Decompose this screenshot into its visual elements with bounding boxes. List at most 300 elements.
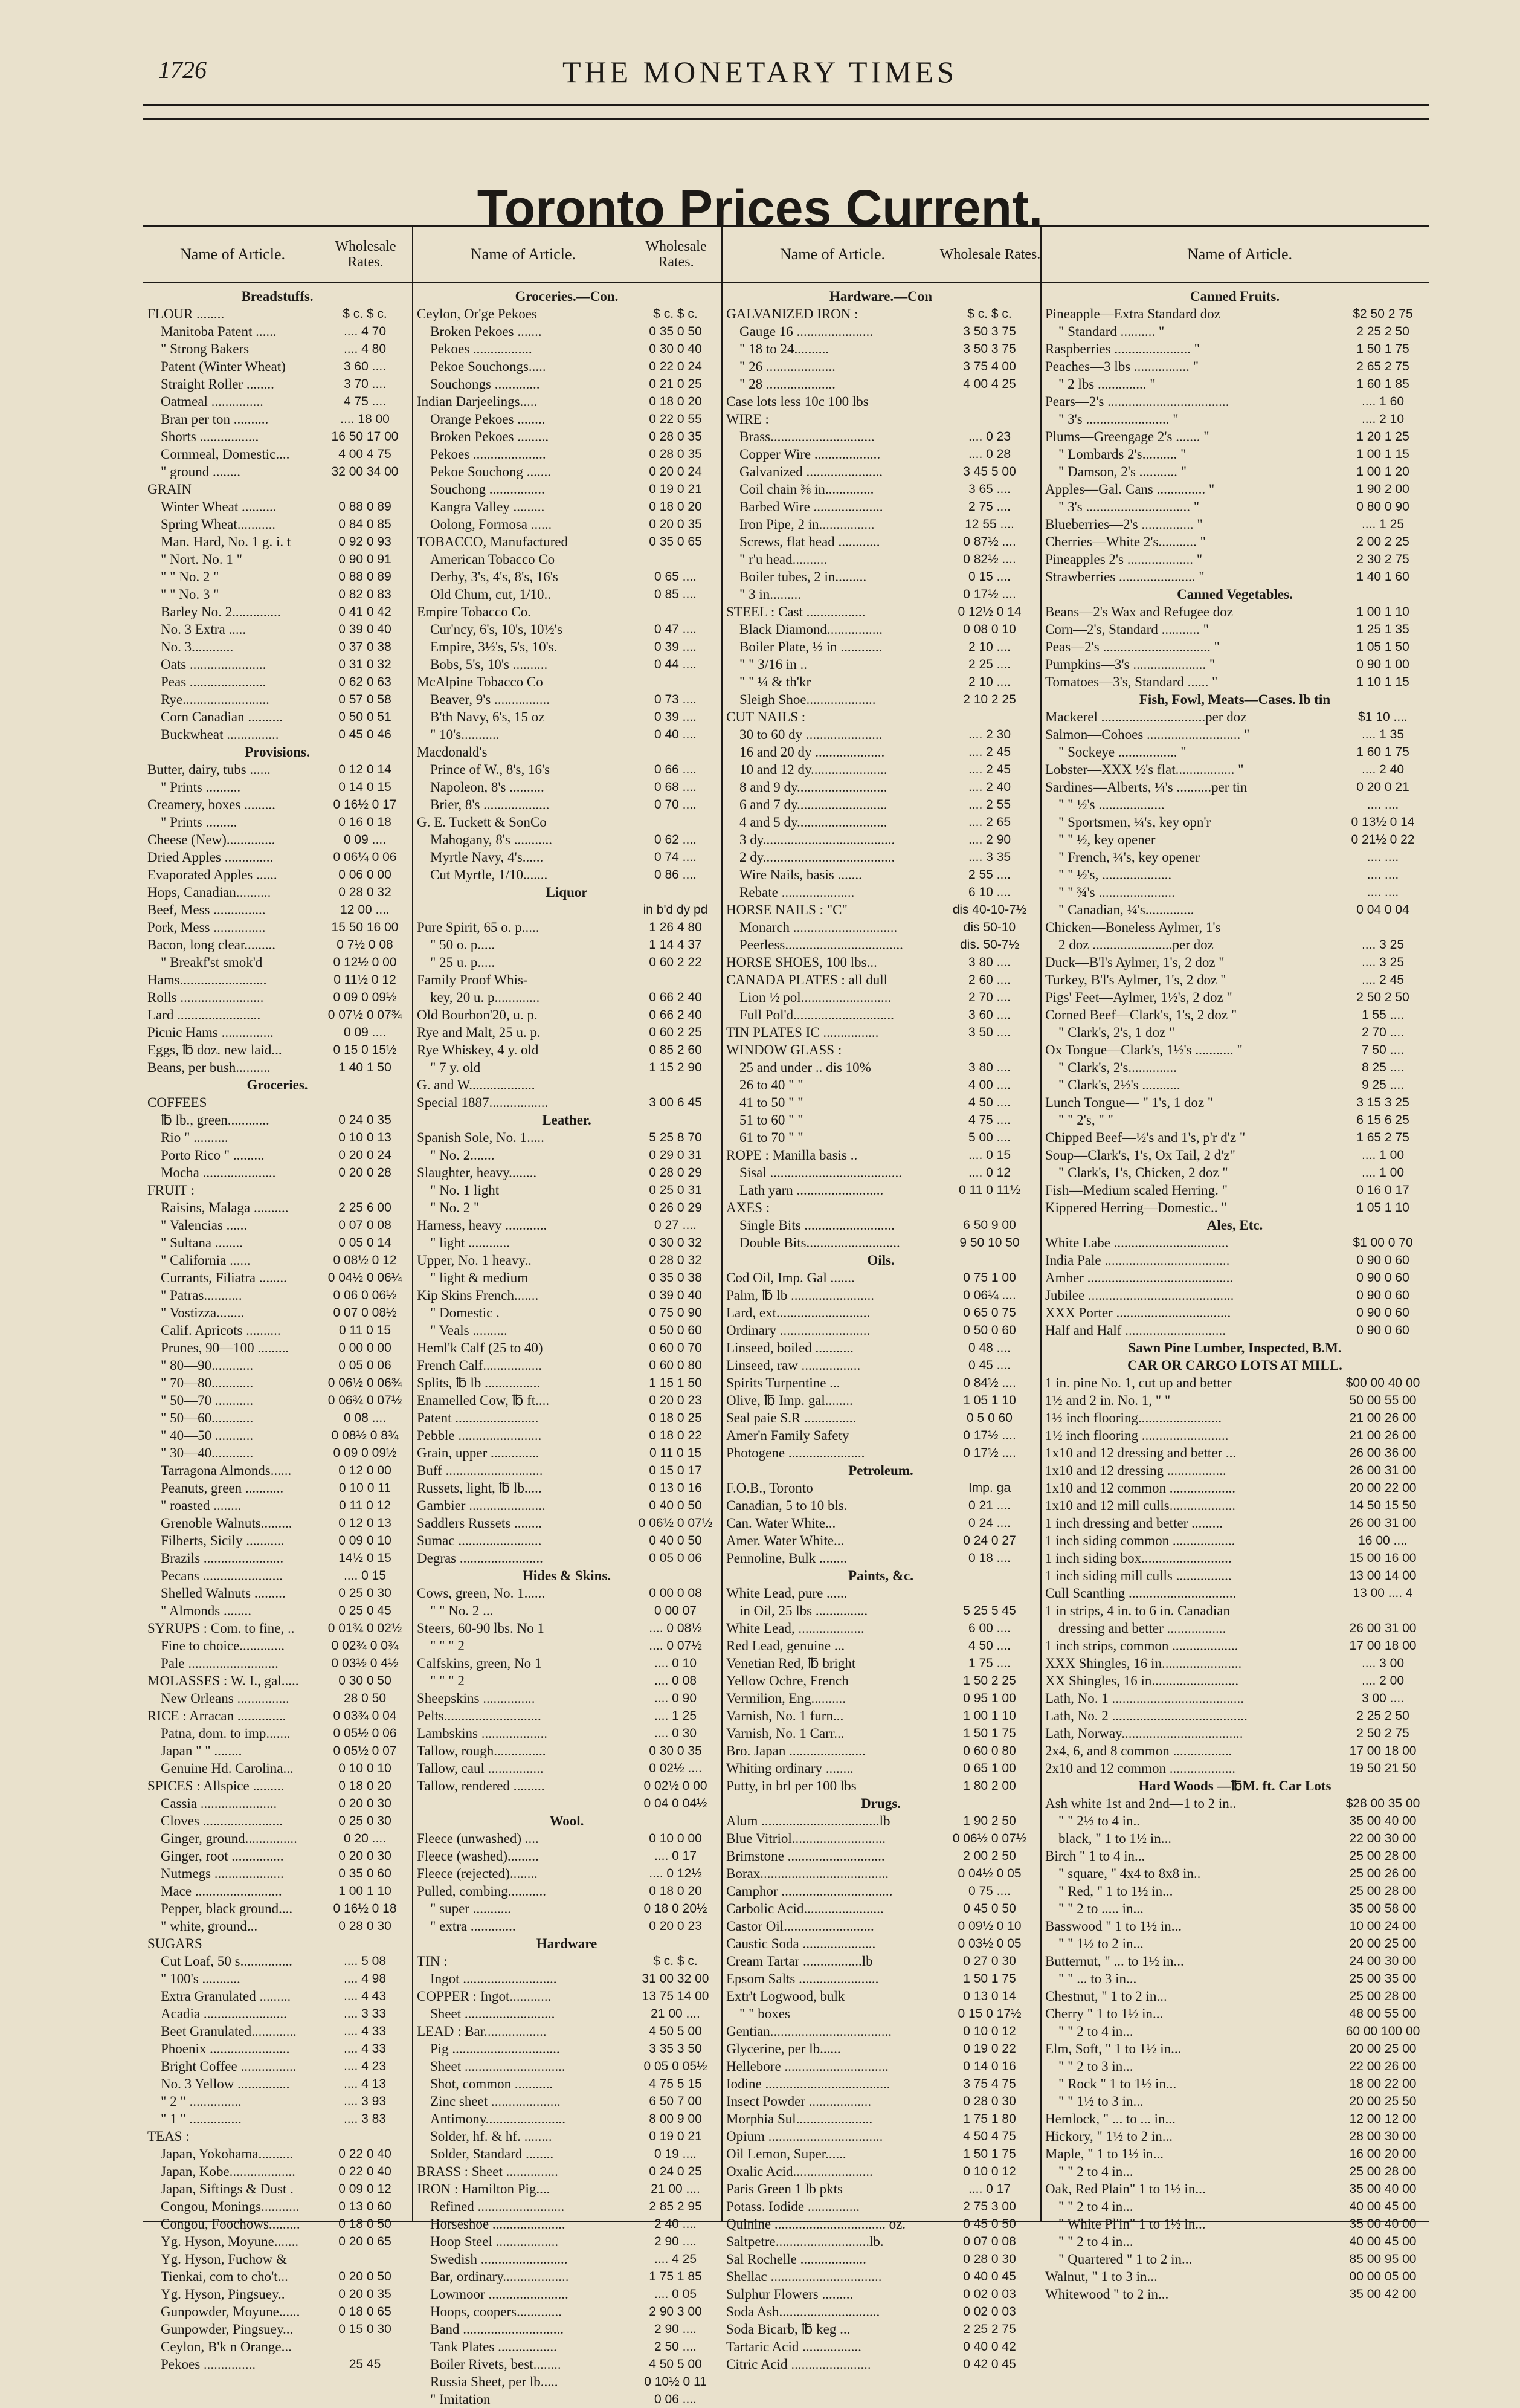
article-name: Patent ........................ <box>417 1410 539 1425</box>
table-row <box>412 2285 721 2303</box>
article-name: Spring Wheat........... <box>161 517 275 532</box>
wholesale-rate: in b'd dy pd <box>643 903 708 917</box>
wholesale-rate: 0 65 .... <box>654 570 697 584</box>
article-name: Chicken—Boneless Aylmer, 1's <box>1045 920 1221 935</box>
wholesale-rate: .... 4 23 <box>343 2059 387 2073</box>
table-row <box>721 1532 1040 1549</box>
article-name: India Pale .................................... <box>1045 1253 1230 1268</box>
wholesale-rate: 0 11 0 15 <box>649 1446 702 1460</box>
wholesale-rate: 0 20 0 35 <box>649 517 702 531</box>
article-name: Empire Tobacco Co. <box>417 604 531 619</box>
table-row <box>1040 2128 1429 2145</box>
article-name: TIN : <box>417 1954 448 1969</box>
column-header-name: Name of Article. <box>1187 245 1292 263</box>
table-row <box>412 1865 721 1882</box>
wholesale-rate: .... 4 25 <box>654 2252 697 2266</box>
article-name: Patent (Winter Wheat) <box>161 359 286 374</box>
article-name: " 18 to 24.......... <box>739 341 829 357</box>
article-name: Brass.............................. <box>739 429 875 444</box>
wholesale-rate: 13 75 14 00 <box>642 1989 709 2003</box>
article-name: Acadia ........................ <box>161 2006 287 2021</box>
table-row <box>143 1444 412 1462</box>
table-row <box>412 2163 721 2180</box>
article-name: Family Proof Whis- <box>417 972 528 987</box>
article-name: Camphor ................................ <box>726 1883 893 1899</box>
wholesale-rate: 21 00 26 00 <box>1349 1411 1417 1425</box>
table-row <box>721 515 1040 533</box>
table-row <box>412 1690 721 1707</box>
article-name: Japan, Siftings & Dust . <box>161 2181 294 2197</box>
wholesale-rate: .... 2 90 <box>968 833 1011 847</box>
wholesale-rate: 0 95 1 00 <box>963 1691 1016 1705</box>
article-name: Rolls ........................ <box>147 990 264 1005</box>
wholesale-rate: 0 60 0 80 <box>649 1358 702 1372</box>
wholesale-rate: 20 00 22 00 <box>1349 1481 1417 1495</box>
table-row <box>412 1129 721 1146</box>
article-name: " Clark's, 2's.............. <box>1058 1060 1177 1075</box>
article-name: No. 3 Extra ..... <box>161 622 246 637</box>
wholesale-rate: 3 15 3 25 <box>1356 1096 1409 1109</box>
article-name: Zinc sheet .................... <box>430 2094 561 2109</box>
wholesale-rate: 0 05 0 14 <box>338 1236 391 1250</box>
wholesale-rate: 0 60 2 22 <box>649 955 702 969</box>
table-row <box>412 2145 721 2163</box>
wholesale-rate: 0 05 0 06 <box>338 1358 391 1372</box>
wholesale-rate <box>630 1076 721 1094</box>
table-row <box>721 480 1040 498</box>
table-row <box>1040 1392 1429 1409</box>
price-column-1 <box>143 227 413 2372</box>
table-row <box>1040 393 1429 410</box>
wholesale-rate: $1 10 .... <box>1358 710 1408 724</box>
table-row <box>721 1286 1040 1304</box>
table-row <box>721 305 1040 323</box>
wholesale-rate: .... 3 83 <box>343 2112 387 2126</box>
article-name: Hoops, coopers............. <box>430 2304 562 2319</box>
table-row <box>721 550 1040 568</box>
wholesale-rate: .... 0 28 <box>968 447 1011 461</box>
article-name: Calif. Apricots .......... <box>161 1323 281 1338</box>
table-row <box>412 1181 721 1199</box>
article-name: AXES : <box>726 1200 770 1215</box>
table-row <box>1040 2075 1429 2093</box>
table-row <box>412 1462 721 1479</box>
wholesale-rate: .... 2 30 <box>968 728 1011 741</box>
article-name: Gunpowder, Pingsuey... <box>161 2322 294 2337</box>
article-name: Raspberries ...................... " <box>1045 341 1200 357</box>
wholesale-rate: 0 20 0 24 <box>649 465 702 479</box>
table-row <box>1040 358 1429 375</box>
table-row <box>721 813 1040 831</box>
article-name: Boiler Rivets, best........ <box>430 2357 561 2372</box>
wholesale-rate: $ c. $ c. <box>653 307 698 321</box>
article-name: Rye Whiskey, 4 y. old <box>417 1042 539 1057</box>
article-name: BRASS : Sheet ............... <box>417 2164 558 2179</box>
article-name: Maple, " 1 to 1½ in... <box>1045 2146 1164 2161</box>
wholesale-rate: 0 11 0 15 <box>338 1323 391 1337</box>
wholesale-rate: 2 40 .... <box>654 2217 697 2231</box>
article-name: Soda Ash............................. <box>726 2304 880 2319</box>
article-name: Straight Roller ........ <box>161 376 274 392</box>
article-name: " Domestic . <box>430 1305 500 1320</box>
table-row <box>412 2005 721 2022</box>
wholesale-rate: 1 75 1 85 <box>649 2270 702 2284</box>
wholesale-rate: 0 19 0 21 <box>649 482 702 496</box>
table-row <box>1040 428 1429 445</box>
article-name: Sleigh Shoe.................... <box>739 692 876 707</box>
table-row <box>721 2093 1040 2110</box>
wholesale-rate: 14½ 0 15 <box>338 1551 391 1565</box>
table-row <box>1040 1444 1429 1462</box>
wholesale-rate: 1 05 1 10 <box>963 1393 1016 1407</box>
table-row <box>412 445 721 463</box>
table-row <box>412 1339 721 1357</box>
article-name: MOLASSES : W. I., gal..... <box>147 1673 299 1688</box>
article-name: " Rock " 1 to 1½ in... <box>1058 2076 1177 2091</box>
article-name: Yg. Hyson, Pingsuey.. <box>161 2287 285 2302</box>
article-name: Shorts ................. <box>161 429 259 444</box>
wholesale-rate: 1 00 1 20 <box>1356 465 1409 479</box>
article-name: " " 2 to 4 in... <box>1058 2234 1133 2249</box>
table-row <box>143 918 412 936</box>
table-row <box>721 656 1040 673</box>
wholesale-rate: .... 2 40 <box>968 780 1011 794</box>
wholesale-rate: 0 28 0 30 <box>338 1919 391 1933</box>
section-heading <box>412 1935 721 1952</box>
table-row <box>412 1795 721 1812</box>
wholesale-rate: .... 0 17 <box>968 2182 1011 2196</box>
article-name: " Nort. No. 1 " <box>161 552 243 567</box>
table-row <box>1040 1584 1429 1602</box>
wholesale-rate: 0 21 0 25 <box>649 377 702 391</box>
article-name: Amer. Water White... <box>726 1533 845 1548</box>
table-row <box>721 2338 1040 2355</box>
table-row <box>1040 918 1429 936</box>
wholesale-rate: .... 4 13 <box>343 2077 387 2091</box>
wholesale-rate: 20 00 25 00 <box>1349 2042 1417 2056</box>
wholesale-rate: 0 22 0 40 <box>338 2147 391 2161</box>
wholesale-rate <box>318 2128 412 2145</box>
table-row <box>721 568 1040 586</box>
article-name: Chipped Beef—½'s and 1's, p'r d'z " <box>1045 1130 1246 1145</box>
article-name: Hellebore .............................. <box>726 2059 889 2074</box>
article-name: Ginger, ground............... <box>161 1831 297 1846</box>
article-name: Congou, Foochows......... <box>161 2216 300 2232</box>
article-name: COFFEES <box>147 1095 207 1110</box>
wholesale-rate: 0 25 0 30 <box>338 1586 391 1600</box>
article-name: Yg. Hyson, Moyune....... <box>161 2234 299 2249</box>
table-row <box>143 638 412 656</box>
table-row <box>1040 1532 1429 1549</box>
wholesale-rate: 1 50 1 75 <box>963 1726 1016 1740</box>
article-name: Groceries.—Con. <box>515 289 619 304</box>
article-name: Pekoes ..................... <box>430 447 546 462</box>
wholesale-rate: 26 00 31 00 <box>1349 1464 1417 1477</box>
wholesale-rate: 4 75 .... <box>968 1113 1011 1127</box>
wholesale-rate: 25 00 35 00 <box>1349 1972 1417 1986</box>
article-name: " Lombards 2's.......... " <box>1058 447 1187 462</box>
article-name: Hard Woods —℔M. ft. Car Lots <box>1138 1778 1332 1793</box>
table-row <box>412 1286 721 1304</box>
wholesale-rate: 0 50 0 60 <box>649 1323 702 1337</box>
table-row <box>1040 1111 1429 1129</box>
wholesale-rate: 0 09 0 09½ <box>333 1446 397 1460</box>
article-name: Mahogany, 8's ........... <box>430 832 552 847</box>
article-name: Jubilee .......................................... <box>1045 1288 1234 1303</box>
table-row <box>412 1830 721 1847</box>
table-row <box>412 866 721 883</box>
article-name: Bro. Japan ...................... <box>726 1743 866 1758</box>
table-row <box>143 1619 412 1637</box>
table-row <box>721 2040 1040 2058</box>
article-name: Oatmeal ............... <box>161 394 263 409</box>
wholesale-rate: 1 00 1 10 <box>963 1709 1016 1723</box>
table-row <box>721 638 1040 656</box>
wholesale-rate: .... 0 12½ <box>649 1867 702 1880</box>
table-row <box>721 410 1040 428</box>
wholesale-rate: 0 15 0 15½ <box>333 1043 397 1057</box>
table-row <box>721 1409 1040 1427</box>
wholesale-rate <box>318 1935 412 1952</box>
article-name: Beans, per bush.......... <box>147 1060 271 1075</box>
article-name: Quinine ................................ oz. <box>726 2216 906 2232</box>
article-name: Pigs' Feet—Aylmer, 1½'s, 2 doz " <box>1045 990 1232 1005</box>
wholesale-rate: dis. 50-7½ <box>959 938 1020 952</box>
table-row <box>721 2022 1040 2040</box>
table-row <box>721 1304 1040 1322</box>
wholesale-rate: 0 11 0 12 <box>338 1499 391 1512</box>
article-name: Ceylon, Or'ge Pekoes <box>417 306 537 321</box>
table-row <box>721 989 1040 1006</box>
section-heading <box>412 288 721 305</box>
wholesale-rate: 15 00 16 00 <box>1349 1551 1417 1565</box>
table-row <box>143 1847 412 1865</box>
table-row <box>412 726 721 743</box>
article-name: 1½ and 2 in. No. 1, " " <box>1045 1393 1171 1408</box>
wholesale-rate: 0 12½ 0 00 <box>333 955 397 969</box>
table-row <box>721 1111 1040 1129</box>
article-name: Half and Half ............................. <box>1045 1323 1226 1338</box>
wholesale-rate: .... 2 10 <box>1361 412 1405 426</box>
wholesale-rate: 0 13½ 0 14 <box>1351 815 1415 829</box>
wholesale-rate: 7 50 .... <box>1361 1043 1405 1057</box>
wholesale-rate: 0 90 1 00 <box>1356 657 1409 671</box>
wholesale-rate: 3 35 3 50 <box>649 2042 702 2056</box>
article-name: HORSE NAILS : "C" <box>726 902 848 917</box>
article-name: Photogene ...................... <box>726 1445 865 1461</box>
table-row <box>143 533 412 550</box>
article-name: " Breakf'st smok'd <box>161 955 263 970</box>
article-name: Brier, 8's ................... <box>430 797 550 812</box>
table-row <box>412 1532 721 1549</box>
wholesale-rate: 0 15 0 17 <box>649 1464 702 1477</box>
wholesale-rate: 0 20 0 65 <box>338 2235 391 2248</box>
wholesale-rate: 0 08 0 10 <box>963 622 1016 636</box>
article-name: Band ............................. <box>430 2322 564 2337</box>
wholesale-rate: 0 37 0 38 <box>338 640 391 654</box>
table-row <box>143 1111 412 1129</box>
article-name: Broken Pekoes ....... <box>430 324 542 339</box>
article-name: SPICES : Allspice ......... <box>147 1778 285 1793</box>
wholesale-rate: 40 00 45 00 <box>1349 2235 1417 2248</box>
article-name: Carbolic Acid....................... <box>726 1901 884 1916</box>
wholesale-rate: 0 90 0 60 <box>1356 1271 1409 1285</box>
wholesale-rate: 0 20 0 50 <box>338 2270 391 2284</box>
article-name: Cows, green, No. 1...... <box>417 1586 546 1601</box>
wholesale-rate <box>939 1199 1040 1216</box>
wholesale-rate: 5 25 5 45 <box>963 1604 1016 1618</box>
wholesale-rate: 12 55 .... <box>965 517 1014 531</box>
table-row <box>143 375 412 393</box>
article-name: Sheepskins ............... <box>417 1691 535 1706</box>
table-row <box>412 2198 721 2215</box>
table-row <box>412 586 721 603</box>
wholesale-rate: .... 0 12 <box>968 1166 1011 1180</box>
wholesale-rate: 0 14 0 16 <box>963 2059 1016 2073</box>
wholesale-rate: .... 1 25 <box>1361 517 1405 531</box>
table-row <box>721 1234 1040 1251</box>
table-row <box>412 2268 721 2285</box>
article-name: Plums—Greengage 2's ....... " <box>1045 429 1209 444</box>
table-row <box>143 1567 412 1584</box>
table-row <box>143 2303 412 2320</box>
wholesale-rate: 2 10 .... <box>968 640 1011 654</box>
wholesale-rate: 0 70 .... <box>654 798 697 812</box>
wholesale-rate: 3 00 6 45 <box>649 1096 702 1109</box>
article-name: " 28 .................... <box>739 376 836 392</box>
wholesale-rate: $2 50 2 75 <box>1353 307 1413 321</box>
table-row <box>721 1917 1040 1935</box>
table-row <box>721 1970 1040 1987</box>
article-name: Creamery, boxes ......... <box>147 797 275 812</box>
wholesale-rate: 0 66 2 40 <box>649 990 702 1004</box>
table-row <box>143 1497 412 1514</box>
article-name: Blueberries—2's ............... " <box>1045 517 1203 532</box>
article-name: Boiler tubes, 2 in......... <box>739 569 867 584</box>
table-row <box>412 1374 721 1392</box>
wholesale-rate: 0 57 0 58 <box>338 692 391 706</box>
article-name: Grain, upper .............. <box>417 1445 539 1461</box>
article-name: Mocha ..................... <box>161 1165 276 1180</box>
article-name: STEEL : Cast ................. <box>726 604 866 619</box>
article-name: " Valencias ...... <box>161 1218 248 1233</box>
wholesale-rate: 0 20 0 30 <box>338 1796 391 1810</box>
wholesale-rate: 3 80 .... <box>968 1060 1011 1074</box>
article-name: " square, " 4x4 to 8x8 in.. <box>1058 1866 1201 1881</box>
article-name: FRUIT : <box>147 1183 195 1198</box>
table-row <box>1040 743 1429 761</box>
table-row <box>143 1865 412 1882</box>
wholesale-rate: 1 40 1 60 <box>1356 570 1409 584</box>
article-name: " " 3/16 in .. <box>739 657 808 672</box>
wholesale-rate: 0 08½ 0 8¾ <box>331 1428 399 1442</box>
article-name: Elm, Soft, " 1 to 1½ in... <box>1045 2041 1182 2056</box>
table-row <box>143 656 412 673</box>
wholesale-rate: $ c. $ c. <box>967 307 1012 321</box>
table-row <box>143 1882 412 1900</box>
section-heading <box>143 288 412 305</box>
table-row <box>721 2163 1040 2180</box>
table-row <box>721 2285 1040 2303</box>
wholesale-rate: 0 86 .... <box>654 868 697 882</box>
wholesale-rate: 0 35 0 38 <box>649 1271 702 1285</box>
table-row <box>412 708 721 726</box>
table-row <box>412 2075 721 2093</box>
wholesale-rate: 3 60 .... <box>343 360 387 373</box>
article-name: Pork, Mess ............... <box>147 920 266 935</box>
table-row <box>143 2145 412 2163</box>
wholesale-rate: 22 00 30 00 <box>1349 1832 1417 1845</box>
table-row <box>721 1707 1040 1725</box>
article-name: Evaporated Apples ...... <box>147 867 277 882</box>
article-name: " Sportsmen, ¼'s, key opn'r <box>1058 815 1211 830</box>
article-name: " 10's........... <box>430 727 500 742</box>
table-row <box>1040 971 1429 989</box>
table-row <box>412 1094 721 1111</box>
article-name: ROPE : Manilla basis .. <box>726 1148 858 1163</box>
table-row <box>412 603 721 621</box>
wholesale-rate: 6 50 9 00 <box>963 1218 1016 1232</box>
table-row <box>412 498 721 515</box>
article-name: Pekoe Souchong ....... <box>430 464 551 479</box>
table-row <box>721 393 1040 410</box>
wholesale-rate: 2 00 2 50 <box>963 1849 1016 1863</box>
article-name: Seal paie S.R ............... <box>726 1410 857 1425</box>
table-row <box>721 1199 1040 1216</box>
article-name: Boiler Plate, ½ in ............ <box>739 639 883 654</box>
table-row <box>1040 726 1429 743</box>
article-name: Steers, 60-90 lbs. No 1 <box>417 1621 544 1636</box>
wholesale-rate: 0 08 .... <box>343 1411 387 1425</box>
table-row <box>721 1549 1040 1567</box>
article-name: Blue Vitriol........................... <box>726 1831 886 1846</box>
wholesale-rate: 0 40 0 42 <box>963 2340 1016 2354</box>
table-row <box>1040 1076 1429 1094</box>
wholesale-rate: 0 24 0 25 <box>649 2164 702 2178</box>
wholesale-rate: 0 02½ .... <box>649 1761 702 1775</box>
article-name: Solder, Standard ........ <box>430 2146 554 2161</box>
table-row <box>721 2355 1040 2373</box>
article-name: Copper Wire ................... <box>739 447 881 462</box>
wholesale-rate: 0 30 0 50 <box>338 1674 391 1688</box>
table-row <box>143 2075 412 2093</box>
article-name: No. 3............ <box>161 639 234 654</box>
article-name: Nutmegs .................... <box>161 1866 284 1881</box>
article-name: " " 2's, " " <box>1058 1112 1113 1128</box>
wholesale-rate: 25 00 28 00 <box>1349 1849 1417 1863</box>
table-row <box>143 673 412 691</box>
wholesale-rate: 3 75 4 75 <box>963 2077 1016 2091</box>
table-row <box>143 515 412 533</box>
price-column-4 <box>1040 227 1429 2302</box>
table-row <box>143 1234 412 1251</box>
article-name: Macdonald's <box>417 744 488 760</box>
table-row <box>143 1392 412 1409</box>
table-row <box>412 1322 721 1339</box>
section-heading <box>1040 1339 1429 1357</box>
wholesale-rate: 25 00 28 00 <box>1349 1884 1417 1898</box>
article-name: 51 to 60 " " <box>739 1112 803 1128</box>
wholesale-rate: Imp. ga <box>968 1481 1011 1495</box>
table-row <box>143 480 412 498</box>
article-name: Yellow Ochre, French <box>726 1673 849 1688</box>
article-name: Sheet ............................. <box>430 2059 565 2074</box>
wholesale-rate <box>630 813 721 831</box>
wholesale-rate: 0 04 0 04 <box>1356 903 1409 917</box>
table-row <box>1040 831 1429 848</box>
table-row <box>1040 410 1429 428</box>
column-header-name: Name of Article. <box>180 245 285 263</box>
